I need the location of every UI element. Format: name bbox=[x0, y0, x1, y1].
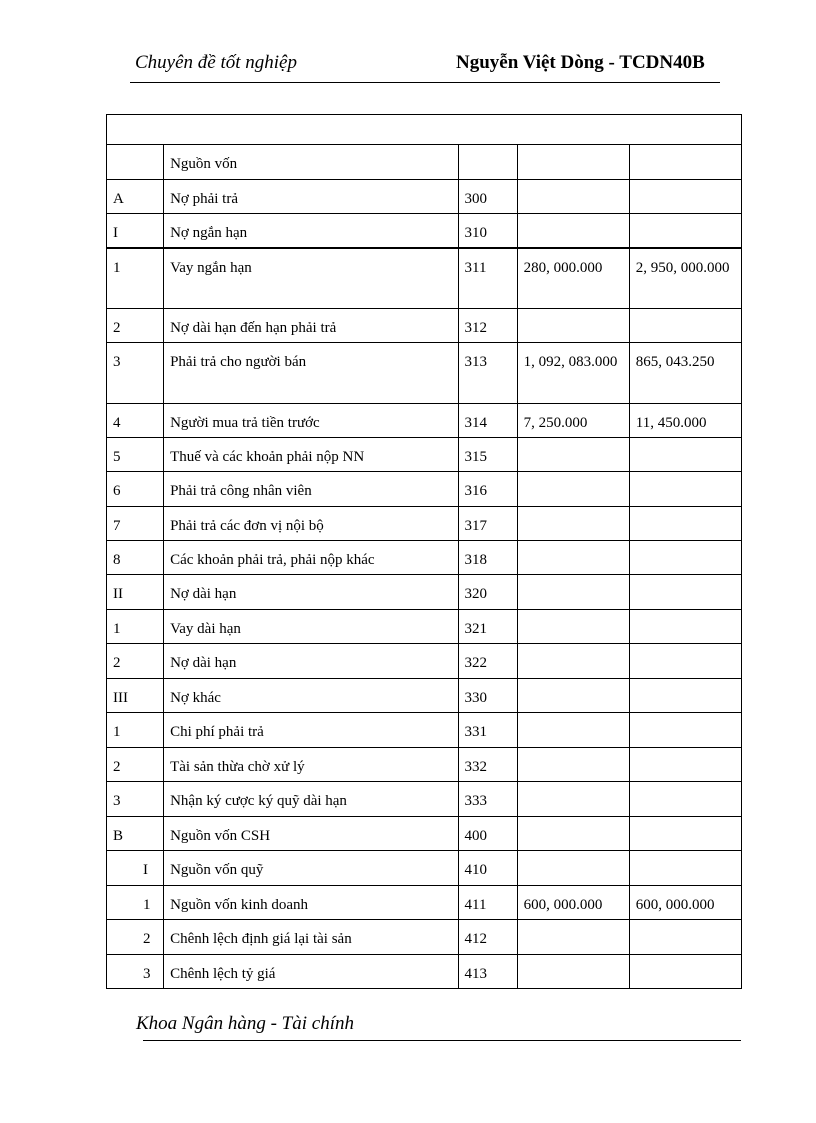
table-row bbox=[107, 851, 742, 886]
row-ma-so: 320 bbox=[458, 575, 517, 610]
row-val2 bbox=[629, 180, 741, 214]
row-val2 bbox=[629, 438, 741, 472]
row-code: 1 bbox=[107, 886, 164, 920]
row-val1 bbox=[517, 507, 629, 541]
row-code: III bbox=[107, 679, 164, 713]
table-row bbox=[107, 309, 742, 343]
balance-sheet-table bbox=[106, 114, 742, 989]
row-val1 bbox=[517, 180, 629, 214]
row-code: 2 bbox=[107, 920, 164, 955]
table-row bbox=[107, 343, 742, 404]
row-name: Người mua trả tiền trước bbox=[164, 404, 458, 438]
table-row bbox=[107, 180, 742, 214]
table-row bbox=[107, 886, 742, 920]
row-ma-so: 410 bbox=[458, 851, 517, 886]
header-author: Nguyễn Việt Dòng - TCDN40B bbox=[456, 52, 705, 73]
row-code: 7 bbox=[107, 507, 164, 541]
table-title-cell bbox=[107, 115, 742, 145]
row-val2 bbox=[629, 575, 741, 610]
header-code-cell bbox=[107, 145, 164, 180]
row-val2 bbox=[629, 920, 741, 955]
row-val1 bbox=[517, 644, 629, 679]
row-ma-so: 331 bbox=[458, 713, 517, 748]
row-ma-so: 317 bbox=[458, 507, 517, 541]
row-val2 bbox=[629, 472, 741, 507]
row-ma-so: 400 bbox=[458, 817, 517, 851]
row-ma-so: 332 bbox=[458, 748, 517, 782]
row-val1: 7, 250.000 bbox=[517, 404, 629, 438]
row-val2: 600, 000.000 bbox=[629, 886, 741, 920]
row-name: Nguồn vốn quỹ bbox=[164, 851, 458, 886]
row-name: Các khoản phải trả, phải nộp khác bbox=[164, 541, 458, 575]
row-code: 2 bbox=[107, 644, 164, 679]
row-val1 bbox=[517, 748, 629, 782]
row-val2 bbox=[629, 713, 741, 748]
row-val1 bbox=[517, 309, 629, 343]
row-name: Nguồn vốn kinh doanh bbox=[164, 886, 458, 920]
header-val2-cell bbox=[629, 145, 741, 180]
row-val2 bbox=[629, 610, 741, 644]
row-ma-so: 321 bbox=[458, 610, 517, 644]
row-code: 5 bbox=[107, 438, 164, 472]
row-name: Nợ dài hạn bbox=[164, 644, 458, 679]
row-ma-so: 412 bbox=[458, 920, 517, 955]
row-ma-so: 333 bbox=[458, 782, 517, 817]
table-row bbox=[107, 610, 742, 644]
row-name: Chênh lệch định giá lại tài sản bbox=[164, 920, 458, 955]
row-val1: 1, 092, 083.000 bbox=[517, 343, 629, 404]
row-val2 bbox=[629, 309, 741, 343]
row-code: A bbox=[107, 180, 164, 214]
row-ma-so: 314 bbox=[458, 404, 517, 438]
row-val2 bbox=[629, 782, 741, 817]
row-ma-so: 310 bbox=[458, 214, 517, 248]
table-header-row bbox=[107, 145, 742, 180]
table-row bbox=[107, 541, 742, 575]
row-name: Nợ dài hạn đến hạn phải trả bbox=[164, 309, 458, 343]
row-val1 bbox=[517, 438, 629, 472]
row-code: 6 bbox=[107, 472, 164, 507]
header-val1-cell bbox=[517, 145, 629, 180]
row-code: 2 bbox=[107, 309, 164, 343]
row-val1 bbox=[517, 920, 629, 955]
row-ma-so: 313 bbox=[458, 343, 517, 404]
row-code: 4 bbox=[107, 404, 164, 438]
row-code: I bbox=[107, 214, 164, 248]
row-val1: 280, 000.000 bbox=[517, 248, 629, 309]
row-name: Nợ phải trả bbox=[164, 180, 458, 214]
row-val1: 600, 000.000 bbox=[517, 886, 629, 920]
header-name-cell: Nguồn vốn bbox=[164, 145, 458, 180]
table-row bbox=[107, 404, 742, 438]
row-code: 1 bbox=[107, 713, 164, 748]
row-val2 bbox=[629, 955, 741, 989]
row-val1 bbox=[517, 851, 629, 886]
row-name: Nợ ngắn hạn bbox=[164, 214, 458, 248]
row-code: 1 bbox=[107, 610, 164, 644]
row-ma-so: 322 bbox=[458, 644, 517, 679]
row-ma-so: 311 bbox=[458, 248, 517, 309]
row-val1 bbox=[517, 782, 629, 817]
row-name: Thuế và các khoản phải nộp NN bbox=[164, 438, 458, 472]
row-code: 3 bbox=[107, 955, 164, 989]
row-name: Tài sản thừa chờ xử lý bbox=[164, 748, 458, 782]
table-row bbox=[107, 472, 742, 507]
row-name: Phải trả công nhân viên bbox=[164, 472, 458, 507]
table-row bbox=[107, 507, 742, 541]
table-row bbox=[107, 248, 742, 309]
row-ma-so: 316 bbox=[458, 472, 517, 507]
table-row bbox=[107, 748, 742, 782]
row-ma-so: 315 bbox=[458, 438, 517, 472]
table-row bbox=[107, 438, 742, 472]
row-ma-so: 413 bbox=[458, 955, 517, 989]
row-val1 bbox=[517, 472, 629, 507]
table-row bbox=[107, 214, 742, 248]
row-val2 bbox=[629, 817, 741, 851]
table-title-row bbox=[107, 115, 742, 145]
table-row bbox=[107, 713, 742, 748]
table-row bbox=[107, 575, 742, 610]
row-val2 bbox=[629, 851, 741, 886]
row-ma-so: 318 bbox=[458, 541, 517, 575]
table-row bbox=[107, 782, 742, 817]
row-ma-so: 300 bbox=[458, 180, 517, 214]
row-code: 2 bbox=[107, 748, 164, 782]
row-val1 bbox=[517, 955, 629, 989]
row-val1 bbox=[517, 610, 629, 644]
row-val2: 2, 950, 000.000 bbox=[629, 248, 741, 309]
table-row bbox=[107, 817, 742, 851]
row-name: Nợ khác bbox=[164, 679, 458, 713]
row-ma-so: 411 bbox=[458, 886, 517, 920]
row-val2 bbox=[629, 748, 741, 782]
row-name: Phải trả các đơn vị nội bộ bbox=[164, 507, 458, 541]
row-name: Phải trả cho người bán bbox=[164, 343, 458, 404]
header-divider bbox=[130, 82, 720, 83]
row-val2: 11, 450.000 bbox=[629, 404, 741, 438]
table-row bbox=[107, 679, 742, 713]
row-val1 bbox=[517, 713, 629, 748]
row-val2: 865, 043.250 bbox=[629, 343, 741, 404]
row-code: II bbox=[107, 575, 164, 610]
row-val1 bbox=[517, 541, 629, 575]
row-code: 3 bbox=[107, 343, 164, 404]
row-val1 bbox=[517, 575, 629, 610]
row-name: Nhận ký cược ký quỹ dài hạn bbox=[164, 782, 458, 817]
row-code: 1 bbox=[107, 248, 164, 309]
table-row bbox=[107, 955, 742, 989]
row-code: I bbox=[107, 851, 164, 886]
row-name: Chi phí phải trả bbox=[164, 713, 458, 748]
row-val1 bbox=[517, 679, 629, 713]
row-val1 bbox=[517, 214, 629, 248]
table-row bbox=[107, 920, 742, 955]
table-row bbox=[107, 644, 742, 679]
row-name: Nợ dài hạn bbox=[164, 575, 458, 610]
row-ma-so: 312 bbox=[458, 309, 517, 343]
row-ma-so: 330 bbox=[458, 679, 517, 713]
row-val1 bbox=[517, 817, 629, 851]
row-val2 bbox=[629, 541, 741, 575]
row-code: 3 bbox=[107, 782, 164, 817]
row-val2 bbox=[629, 214, 741, 248]
footer-divider bbox=[143, 1040, 741, 1041]
row-val2 bbox=[629, 644, 741, 679]
row-name: Nguồn vốn CSH bbox=[164, 817, 458, 851]
header-ma-so-cell bbox=[458, 145, 517, 180]
row-name: Vay ngắn hạn bbox=[164, 248, 458, 309]
row-code: 8 bbox=[107, 541, 164, 575]
row-name: Vay dài hạn bbox=[164, 610, 458, 644]
row-code: B bbox=[107, 817, 164, 851]
header-title: Chuyên đề tốt nghiệp bbox=[135, 52, 297, 73]
row-val2 bbox=[629, 507, 741, 541]
row-val2 bbox=[629, 679, 741, 713]
footer-department: Khoa Ngân hàng - Tài chính bbox=[136, 1013, 354, 1034]
row-name: Chênh lệch tỷ giá bbox=[164, 955, 458, 989]
